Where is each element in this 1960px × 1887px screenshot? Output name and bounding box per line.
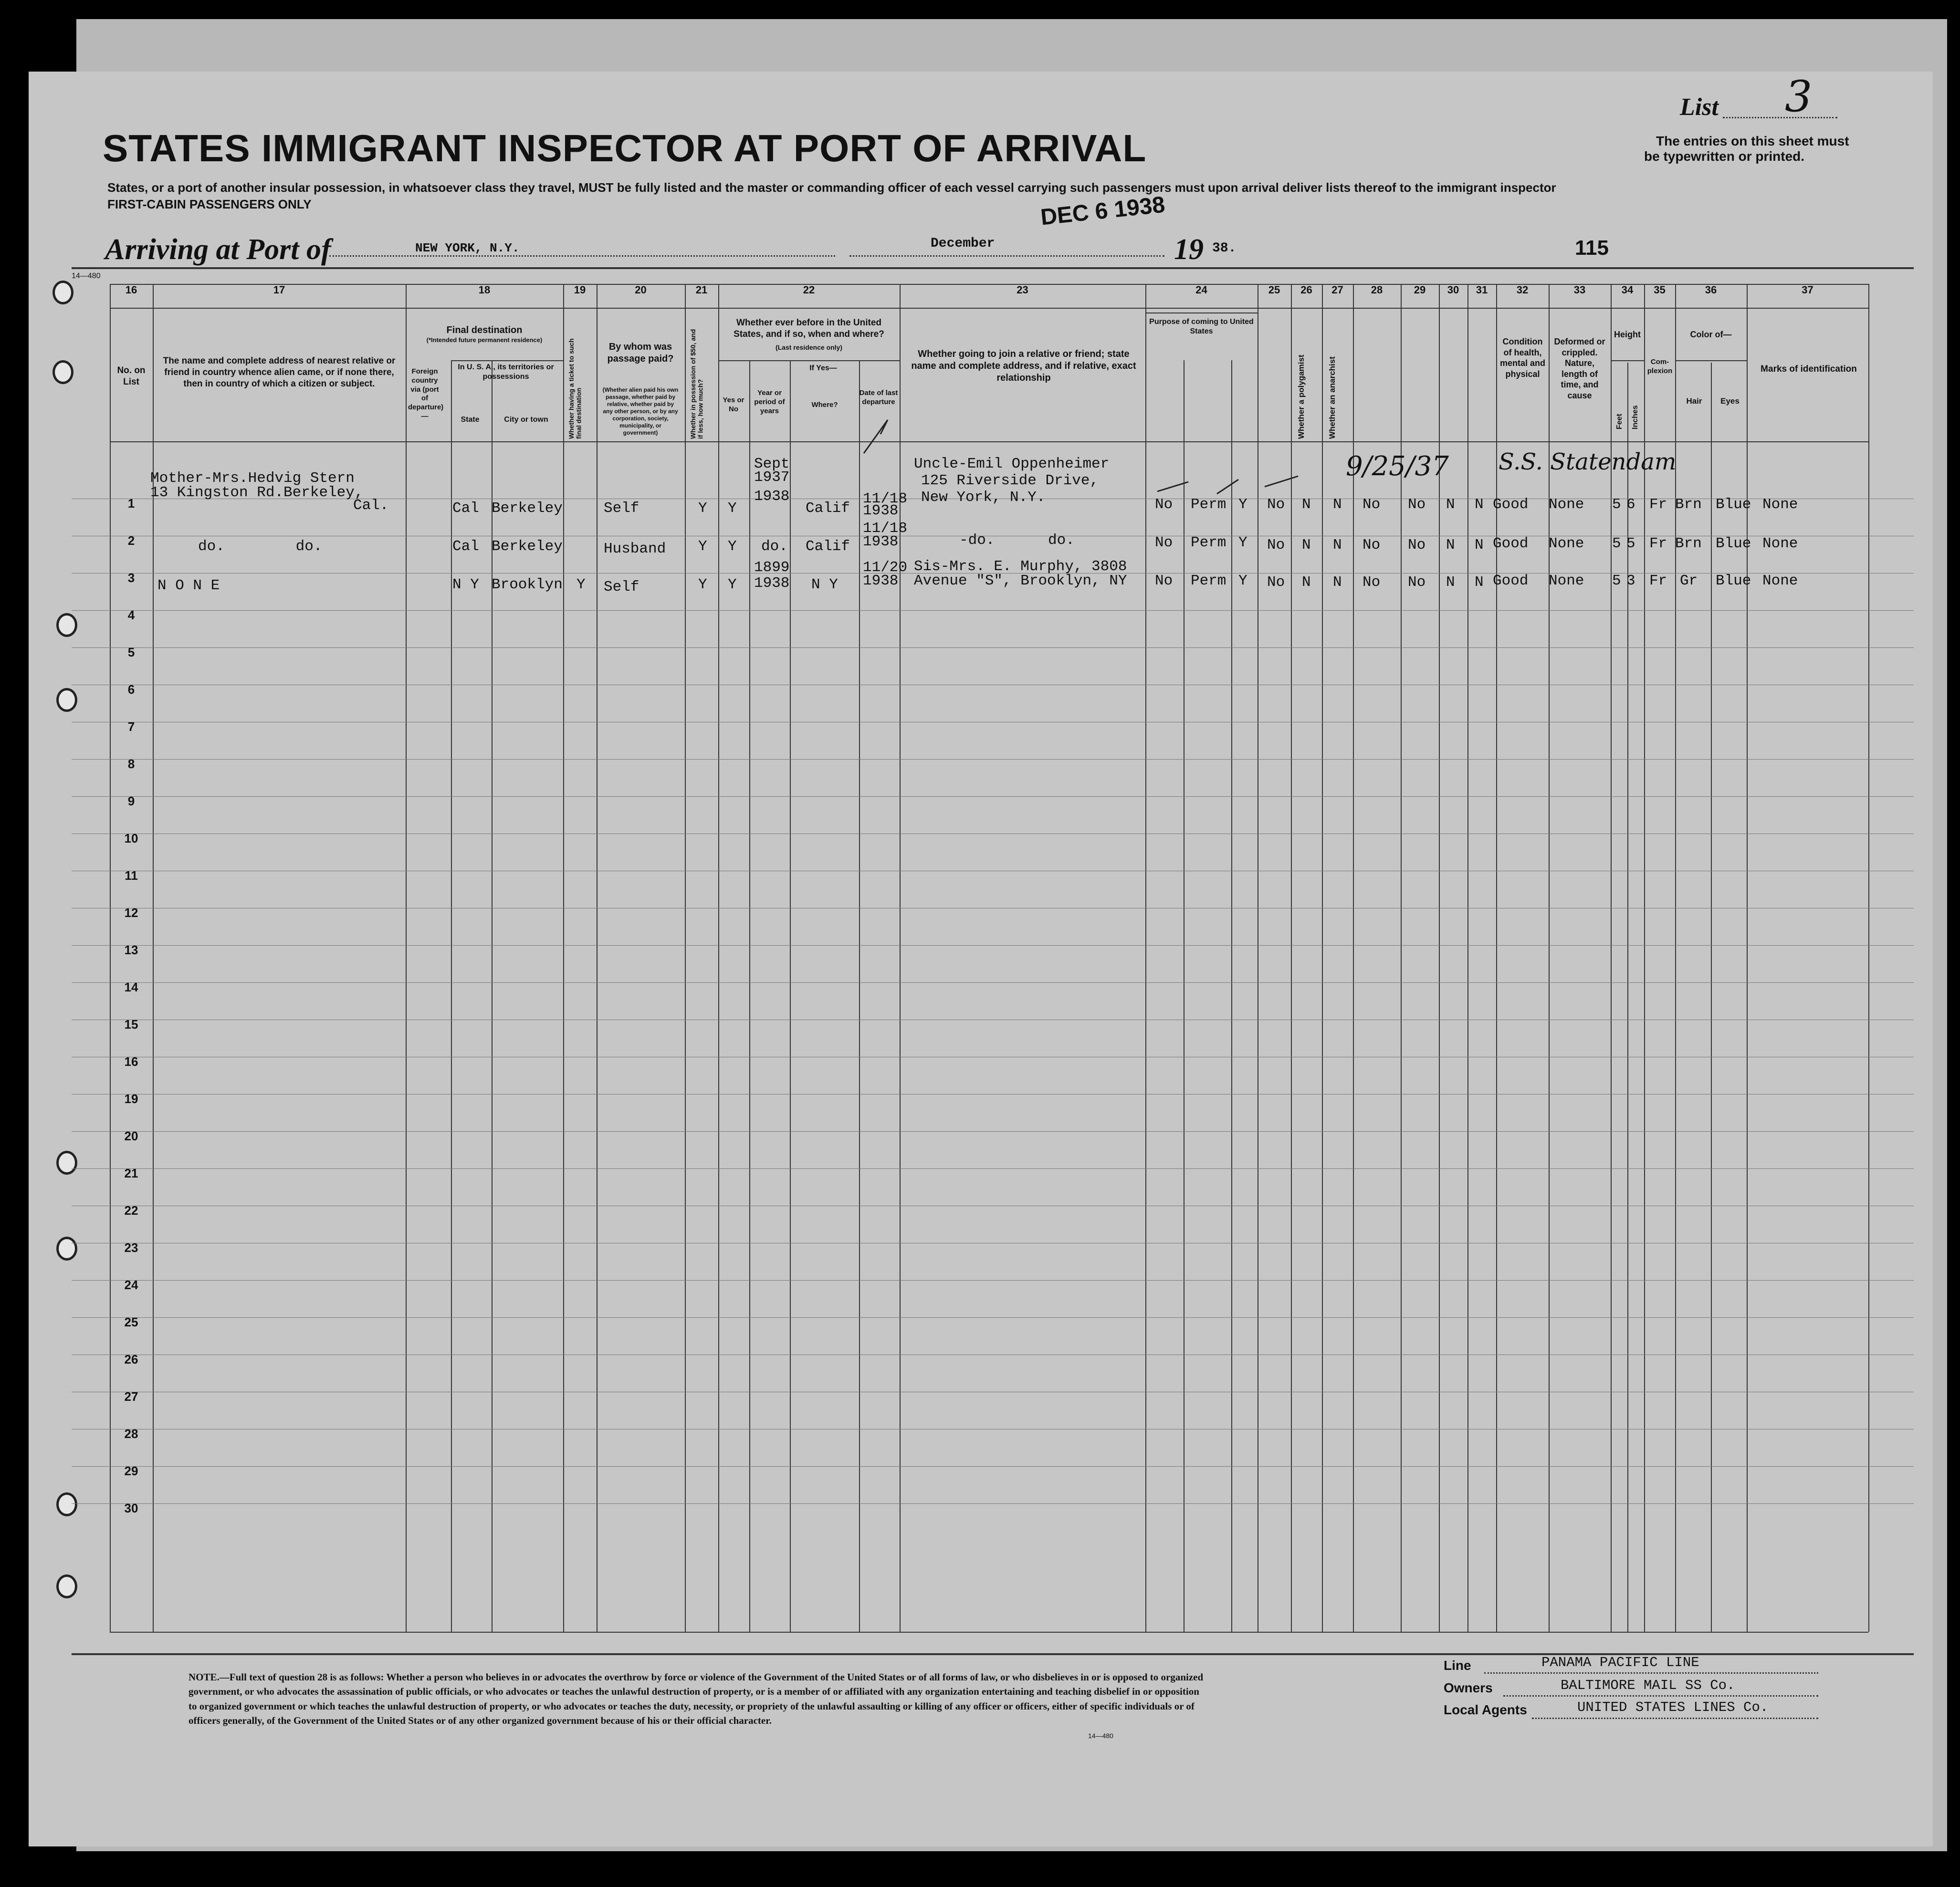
header-polygamist: Whether a polygamist [1297,354,1306,439]
grid-column-line [1675,284,1676,1632]
colnum-18: 18 [478,284,491,296]
form-code-top: 14—480 [72,272,101,280]
row-separator [72,1094,1914,1095]
row-number: 9 [127,794,135,808]
header-eyes: Eyes [1720,396,1740,406]
colnum-22: 22 [803,284,815,296]
row-number: 5 [127,645,135,659]
header-usa: In U. S. A., its territories or possessions [458,363,554,381]
row2-complexion: Fr [1649,535,1667,552]
row-separator [72,610,1914,611]
header-before-in-us: Whether ever before in the United States, and if so, when and where? [734,318,884,339]
row2-c30: N [1446,537,1455,553]
page-number: 115 [1575,236,1609,260]
row2-marks: None [1762,535,1798,552]
row1-period-2: 1937 [754,469,790,486]
grid-column-line [110,284,111,1632]
row1-period-3: 1938 [754,488,790,505]
row2-deformed: None [1549,535,1584,552]
row3-ticket: Y [576,576,586,593]
header-foreign-country: Foreign country via (port of departure)— [408,367,444,420]
binder-hole-icon [56,688,77,712]
grid-column-line [406,284,407,1632]
question-28-note: NOTE.—Full text of question 28 is as follows: Whether a person who believes in or advocates the overthrow by force or violence of the Government of the United States or of all forms of law, or who disbelieves in or is opposed to organized government, or who advocates the assassination of public officials, or who advocates or teaches the unlawful destruction of property, or is a member of or affiliated with any organization entertaining and teaching disbelief in or opposition to organized government or which teaches the unlawful destruction of property, or who advocates or teaches the duty, necessity, or propriety of the unlawful assaulting or killing of any officer or officers, either of specific individuals or of officers generally, of the Government of the United States or of any other organized government because of his or their official character. [189,1671,1204,1727]
row-separator [72,1503,1914,1504]
row2-c26: N [1302,537,1311,553]
row2-feet: 5 [1612,535,1621,552]
row3-c28: No [1363,574,1381,591]
row3-c26: N [1302,574,1311,591]
row2-period: do. [761,538,788,555]
row3-c24c: Y [1238,573,1247,589]
row2-before-yes: Y [728,538,737,555]
row1-marks: None [1762,496,1798,513]
list-label: List [1680,94,1719,121]
row1-relative-address: 13 Kingston Rd.Berkeley, [150,484,364,501]
row2-c24c: Y [1238,534,1247,551]
row3-period-2: 1938 [754,575,790,592]
colnum-25: 25 [1268,284,1280,296]
row2-paid-by: Husband [604,541,666,557]
header-inches: Inches [1631,405,1639,429]
row-number: 26 [124,1352,138,1366]
row3-relative: N O N E [157,577,220,594]
row1-join-city: New York, N.Y. [921,489,1046,506]
row3-where: N Y [811,576,838,593]
colnum-24: 24 [1195,284,1207,296]
grid-column-line [1353,284,1354,1632]
row2-hair: Brn [1675,535,1702,552]
binder-hole-icon [56,1574,77,1598]
year-prefix: 19 [1174,233,1204,266]
row2-c24b: Perm [1191,534,1226,551]
colnum-32: 32 [1516,284,1529,296]
binder-hole-icon [52,360,73,384]
row3-depart-1: 11/20 [863,559,908,576]
grid-column-line [1627,363,1628,1632]
grid-column-line [1747,284,1748,1632]
row2-c29: No [1408,537,1426,553]
row1-inches: 6 [1626,496,1635,513]
grid-row-line [110,308,1868,309]
row2-c25: No [1267,537,1285,553]
header-health: Condition of health, mental and physical [1499,337,1546,379]
date-stamp: DEC 6 1938 [1039,192,1166,230]
row2-depart-2: 1938 [863,533,899,550]
owners-label: Owners [1444,1680,1493,1695]
row3-c30: N [1446,574,1455,591]
class-line: FIRST-CABIN PASSENGERS ONLY [107,197,312,211]
row3-paid-by: Self [604,579,639,595]
port-line [329,255,835,257]
row-separator [72,982,1914,983]
row3-deformed: None [1549,573,1584,589]
row3-c24a: No [1155,573,1173,589]
binder-hole-icon [56,1151,77,1175]
grid-column-line [1611,284,1612,1632]
subheader-line [451,360,563,361]
row1-join: Uncle-Emil Oppenheimer [914,456,1110,472]
port-value: NEW YORK, N.Y. [415,241,520,255]
row1-c30: N [1446,496,1455,513]
colnum-16: 16 [125,284,137,296]
row1-deformed: None [1549,496,1584,513]
header-date-departure: Date of last departure [859,389,898,406]
subheader-line [718,360,900,361]
row-number: 11 [125,868,138,883]
row-number: 19 [124,1092,138,1106]
header-going-to-join: Whether going to join a relative or friend; state name and complete address, and if relative, exact relationship [911,349,1136,383]
row2-where: Calif [806,538,850,555]
row2-state: Cal [452,538,479,555]
row-number: 7 [127,719,135,734]
row-number: 22 [124,1203,138,1218]
header-feet: Feet [1615,414,1624,429]
grid-column-line [685,284,686,1632]
row-number: 24 [124,1278,138,1292]
row-separator [72,1168,1914,1169]
row2-c31: N [1475,537,1484,553]
row-number: 30 [124,1501,138,1515]
typewritten-note: The entries on this sheet must [1656,134,1849,148]
row1-depart-1: 11/18 [863,490,908,507]
row1-c26: N [1302,496,1311,513]
grid-column-line [1549,284,1550,1632]
row3-c27: N [1333,574,1342,591]
manifest-sheet [29,72,1933,1846]
binder-hole-icon [56,613,77,637]
owners-underline [1503,1695,1818,1697]
row3-join-address: Avenue "S", Brooklyn, NY [914,573,1127,589]
row1-c24c: Y [1238,496,1247,513]
row2-c24a: No [1155,534,1173,551]
header-yes-no: Yes or No [723,396,744,413]
row3-inches: 3 [1626,573,1635,589]
row-number: 23 [124,1241,138,1255]
row1-c28: No [1363,496,1381,513]
row-separator [72,1131,1914,1132]
handwritten-strokes [1155,472,1308,501]
typewritten-note-2: be typewritten or printed. [1644,149,1805,164]
header-height: Height [1614,330,1641,339]
header-final-dest-note: (*Intended future permanent residence) [426,336,543,344]
header-marks: Marks of identification [1761,364,1857,374]
handwritten-date: 9/25/37 [1346,451,1449,482]
row1-city: Berkeley [492,500,563,517]
row-separator [72,796,1914,797]
row3-c24b: Perm [1191,573,1226,589]
month-value: December [931,236,995,251]
row3-c31: N [1475,574,1484,591]
row1-hair: Brn [1675,496,1702,513]
row2-eyes: Blue [1716,535,1751,552]
arriving-label: Arriving at Port of [105,233,331,266]
grid-column-line [1231,360,1232,1632]
header-city: City or town [504,416,548,424]
row-separator [72,759,1914,760]
row3-join: Sis-Mrs. E. Murphy, 3808 [914,558,1127,575]
grid-column-line [749,360,750,1632]
colnum-26: 26 [1300,284,1312,296]
row1-feet: 5 [1612,496,1621,513]
line-underline [1484,1672,1818,1674]
row3-city: Brooklyn [492,576,563,593]
list-number-line [1723,117,1837,118]
row1-health: Good [1493,496,1529,513]
instructions-text: States, or a port of another insular possession, in whatsoever class they travel, MUST be fully listed and the master or commanding officer of each vessel carrying such passengers must upon arrival deliver lists thereof to the immigrant inspector [107,180,1556,195]
row-number: 16 [124,1054,138,1069]
row1-c25: No [1267,496,1285,513]
row-number: 1 [127,496,135,511]
colnum-37: 37 [1802,284,1813,296]
row1-relative: Mother-Mrs.Hedvig Stern [150,470,355,487]
colnum-35: 35 [1654,284,1666,296]
row3-depart-2: 1938 [863,573,899,589]
row2-relative: do. do. [198,538,323,555]
handwritten-ship: S.S. Statendam [1499,448,1677,475]
grid-column-line [718,284,719,1632]
handwritten-tick [859,415,902,458]
row-number: 10 [124,831,138,845]
grid-column-line [1711,363,1712,1632]
row3-c29: No [1408,574,1426,591]
colnum-36: 36 [1705,284,1717,296]
row-separator [72,1317,1914,1318]
colnum-33: 33 [1573,284,1586,296]
subheader-line [1675,360,1747,361]
row1-c29: No [1408,496,1426,513]
row-number: 3 [127,571,135,585]
grid-column-line [1644,284,1645,1632]
header-color-of: Color of— [1690,330,1732,339]
date-line [849,255,1164,257]
row1-eyes: Blue [1716,496,1751,513]
colnum-31: 31 [1476,284,1488,296]
row3-before-yes: Y [728,576,737,593]
row1-c24a: No [1155,496,1173,513]
row1-fifty: Y [698,500,707,517]
row-number: 21 [124,1166,138,1180]
row-number: 12 [124,906,138,920]
row1-depart-2: 1938 [863,502,899,519]
row-number: 29 [124,1464,138,1478]
row3-health: Good [1493,573,1529,589]
row1-before-yes: Y [728,500,737,517]
binder-hole-icon [56,1492,77,1516]
agents-value: UNITED STATES LINES Co. [1577,1699,1769,1715]
colnum-21: 21 [695,284,708,296]
row1-c31: N [1475,496,1484,513]
header-deformed: Deformed or crippled. Nature, length of time, and cause [1554,337,1605,400]
row2-city: Berkeley [492,538,563,555]
header-if-yes: If Yes— [809,364,837,372]
row-number: 15 [124,1017,138,1032]
colnum-34: 34 [1621,284,1634,296]
grid-row-line [110,441,1868,442]
row-number: 4 [127,608,135,622]
form-code-bottom: 14—480 [1088,1732,1113,1740]
row-separator [72,1466,1914,1467]
row-number: 27 [124,1389,138,1404]
binder-hole-icon [56,1237,77,1261]
row-separator [72,945,1914,946]
header-rule [72,267,1914,269]
header-where: Where? [811,401,838,409]
header-complexion: Com- plexion [1647,358,1673,375]
header-purpose: Purpose of coming to United States [1149,318,1254,335]
header-passage-paid: By whom was passage paid? [607,342,674,364]
row-number: 2 [127,533,135,548]
list-number: 3 [1785,72,1813,122]
header-no-on-list: No. on List [117,365,146,387]
row2-fifty: Y [698,538,707,555]
row1-c24b: Perm [1191,496,1226,513]
grid-column-line [859,360,860,1632]
grid-column-line [451,360,452,1632]
row1-relative-state: Cal. [353,497,389,514]
colnum-17: 17 [273,284,285,296]
row2-c27: N [1333,537,1342,553]
row2-join: -do. do. [959,532,1075,549]
header-final-destination: Final destination [446,325,523,335]
owners-value: BALTIMORE MAIL SS Co. [1561,1678,1735,1693]
row-number: 6 [127,682,135,697]
grid-row-line [110,1632,1868,1633]
colnum-29: 29 [1414,284,1426,296]
row3-hair: Gr [1680,573,1698,589]
grid-column-line [1868,284,1869,1632]
row3-feet: 5 [1612,573,1621,589]
colnum-27: 27 [1331,284,1343,296]
header-fifty-dollars: Whether in possession of $50, and if less, how much? [689,329,704,439]
agents-underline [1532,1718,1818,1719]
grid-column-line [1322,284,1323,1632]
row1-paid-by: Self [604,500,639,517]
grid-column-line [1496,284,1497,1632]
row3-c25: No [1267,574,1285,591]
row-number: 25 [124,1315,138,1329]
colnum-20: 20 [635,284,647,296]
header-passage-note: (Whether alien paid his own passage, whether paid by relative, whether paid by any other person, or by any corporation, society, municipality, or government) [602,386,679,436]
grid-column-line [1401,284,1402,1632]
colnum-30: 30 [1447,284,1459,296]
line-label: Line [1444,1658,1471,1673]
grid-column-line [1467,284,1468,1632]
page-title: STATES IMMIGRANT INSPECTOR AT PORT OF ARRIVAL [103,127,1147,169]
grid-column-line [900,284,901,1632]
row3-marks: None [1762,573,1798,589]
agents-label: Local Agents [1444,1702,1527,1717]
binder-hole-icon [52,281,73,304]
row-separator [72,1280,1914,1281]
colnum-19: 19 [574,284,586,296]
header-state: State [461,416,480,424]
colnum-28: 28 [1371,284,1383,296]
header-year-period: Year or period of years [754,389,785,415]
colnum-23: 23 [1017,284,1028,296]
grid-column-line [790,360,791,1632]
row3-state: N Y [452,576,479,593]
header-ticket: Whether having a ticket to such final destination [567,338,583,439]
row2-c28: No [1363,537,1381,553]
row-number: 13 [124,943,138,957]
line-value: PANAMA PACIFIC LINE [1541,1655,1699,1670]
row-number: 28 [124,1427,138,1441]
grid-column-line [1439,284,1440,1632]
row-number: 8 [127,757,135,771]
row1-c27: N [1333,496,1342,513]
row2-inches: 5 [1626,535,1635,552]
row2-depart-1: 11/18 [863,520,908,537]
row1-where: Calif [806,500,850,517]
row3-fifty: Y [698,576,707,593]
row2-health: Good [1493,535,1529,552]
row3-period-1: 1899 [754,559,790,576]
row-number: 14 [124,980,138,994]
header-anarchist: Whether an anarchist [1328,356,1337,439]
row1-state: Cal [452,500,479,517]
row1-join-address: 125 Riverside Drive, [921,472,1099,489]
grid-column-line [563,284,564,1632]
row3-eyes: Blue [1716,573,1751,589]
header-nearest-relative: The name and complete address of nearest relative or friend in country whence alien came, or if none there, then in country of which a citizen or subject. [163,356,396,389]
subheader-line [1611,360,1644,361]
row1-complexion: Fr [1649,496,1667,513]
grid-column-line [1145,284,1146,1632]
year-suffix: 38. [1212,241,1237,256]
row1-period-1: Sept [754,456,790,472]
row-separator [72,647,1914,648]
row3-complexion: Fr [1649,573,1667,589]
header-hair: Hair [1686,396,1702,406]
header-last-residence: (Last residence only) [775,344,843,351]
row-number: 20 [124,1129,138,1143]
